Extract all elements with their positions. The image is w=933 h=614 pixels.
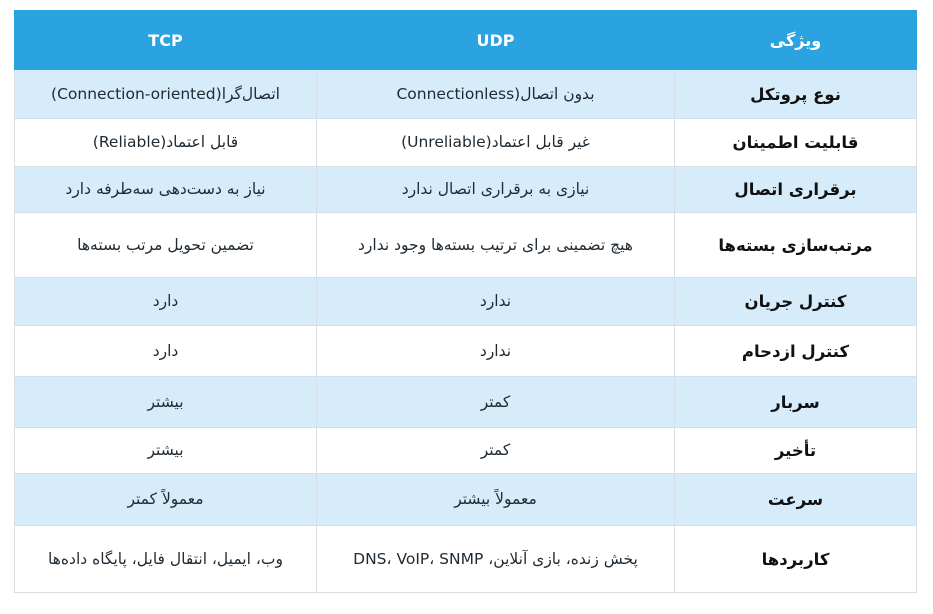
udp-cell: پخش زنده، بازی آنلاین، DNS، VoIP، SNMP xyxy=(317,526,675,593)
feature-cell: قابلیت اطمینان xyxy=(675,119,917,167)
table-header-row xyxy=(15,11,917,70)
header-tcp: TCP xyxy=(15,11,317,70)
feature-cell: نوع پروتکل xyxy=(675,70,917,119)
udp-cell: معمولاً بیشتر xyxy=(317,474,675,526)
tcp-cell: دارد xyxy=(15,326,317,377)
tcp-cell: معمولاً کمتر xyxy=(15,474,317,526)
table-row xyxy=(15,428,917,474)
udp-cell: هیچ تضمینی برای ترتیب بسته‌ها وجود ندارد xyxy=(317,213,675,278)
tcp-cell: بیشتر xyxy=(15,428,317,474)
tcp-cell: وب، ایمیل، انتقال فایل، پایگاه داده‌ها xyxy=(15,526,317,593)
feature-cell: برقراری اتصال xyxy=(675,167,917,213)
header-feature: ویژگی xyxy=(675,11,917,70)
tcp-cell: تضمین تحویل مرتب بسته‌ها xyxy=(15,213,317,278)
tcp-udp-comparison-table xyxy=(14,10,917,593)
header-udp: UDP xyxy=(317,11,675,70)
tcp-cell: نیاز به دست‌دهی سه‌طرفه دارد xyxy=(15,167,317,213)
table-row xyxy=(15,377,917,428)
table-row xyxy=(15,326,917,377)
table-row xyxy=(15,474,917,526)
tcp-cell: بیشتر xyxy=(15,377,317,428)
udp-cell: کمتر xyxy=(317,377,675,428)
udp-cell: بدون اتصال(Connectionless xyxy=(317,70,675,119)
table-row xyxy=(15,213,917,278)
comparison-table-container xyxy=(14,10,916,593)
udp-cell: نیازی به برقراری اتصال ندارد xyxy=(317,167,675,213)
udp-cell: ندارد xyxy=(317,326,675,377)
udp-cell: غیر قابل اعتماد(Unreliable) xyxy=(317,119,675,167)
table-row xyxy=(15,119,917,167)
table-row xyxy=(15,278,917,326)
tcp-cell: قابل اعتماد(Reliable) xyxy=(15,119,317,167)
feature-cell: سرعت xyxy=(675,474,917,526)
udp-cell: کمتر xyxy=(317,428,675,474)
table-row xyxy=(15,526,917,593)
table-row xyxy=(15,70,917,119)
tcp-cell: اتصال‌گرا(Connection-oriented) xyxy=(15,70,317,119)
feature-cell: مرتب‌سازی بسته‌ها xyxy=(675,213,917,278)
table-row xyxy=(15,167,917,213)
udp-cell: ندارد xyxy=(317,278,675,326)
feature-cell: کاربردها xyxy=(675,526,917,593)
feature-cell: کنترل جریان xyxy=(675,278,917,326)
feature-cell: سربار xyxy=(675,377,917,428)
feature-cell: تأخیر xyxy=(675,428,917,474)
tcp-cell: دارد xyxy=(15,278,317,326)
feature-cell: کنترل ازدحام xyxy=(675,326,917,377)
